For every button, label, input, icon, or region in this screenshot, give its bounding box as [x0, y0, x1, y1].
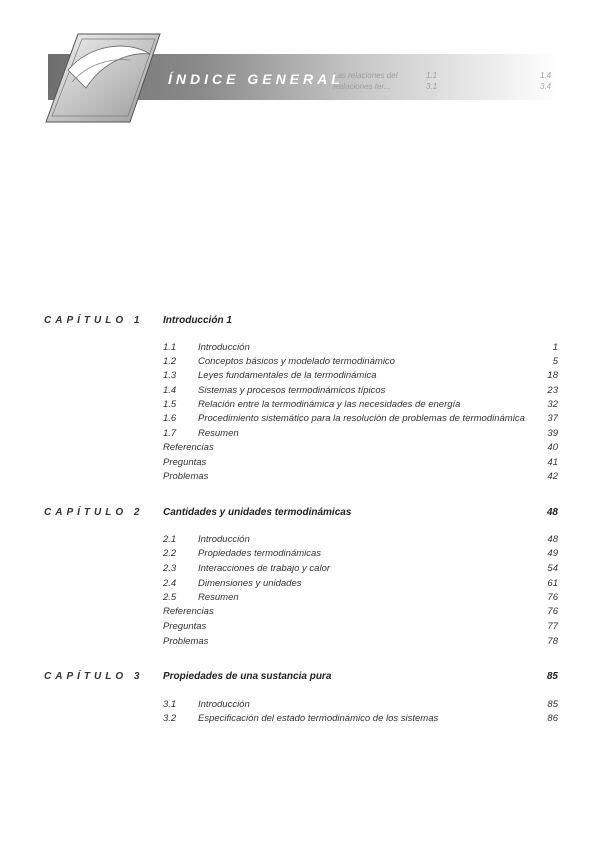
entry-title: Interacciones de trabajo y calor	[198, 563, 331, 574]
chapter-title: Introducción 1	[163, 315, 232, 326]
entry-number: 1.7	[163, 428, 177, 439]
toc-entry	[0, 356, 600, 370]
entry-number: 1.2	[163, 356, 177, 367]
entry-title: Resumen	[198, 428, 239, 439]
toc-entry	[0, 428, 600, 442]
entry-title: Conceptos básicos y modelado termodinámico	[198, 356, 395, 367]
entry-page: 54	[547, 563, 558, 574]
entry-page: 1	[552, 342, 558, 353]
entry-number: 3.2	[163, 713, 177, 724]
entry-title: Referencias	[163, 606, 214, 617]
entry-title: Introducción	[198, 342, 250, 353]
toc-entry	[0, 621, 600, 635]
entry-page: 5	[552, 356, 558, 367]
toc-entry	[0, 342, 600, 356]
toc-entry	[0, 606, 600, 620]
entry-page: 42	[547, 471, 558, 482]
entry-page: 48	[547, 534, 558, 545]
toc-entry	[0, 563, 600, 577]
entry-number: 1.3	[163, 370, 177, 381]
entry-page: 78	[547, 636, 558, 647]
toc-entry	[0, 636, 600, 650]
entry-title: Problemas	[163, 471, 209, 482]
toc-entry	[0, 713, 600, 727]
toc-entry	[0, 399, 600, 413]
entry-page: 18	[547, 370, 558, 381]
ghost-text: 1.4	[540, 71, 552, 80]
toc-entry	[0, 699, 600, 713]
entry-number: 1.4	[163, 385, 177, 396]
chapter-label: CAPÍTULO 1	[44, 315, 144, 326]
entry-number: 2.2	[163, 548, 177, 559]
entry-number: 2.1	[163, 534, 177, 545]
entry-page: 86	[547, 713, 558, 724]
chapter-label: CAPÍTULO 3	[44, 671, 144, 682]
chapter-title: Propiedades de una sustancia pura	[163, 671, 332, 682]
ghost-text: Relaciones ter...	[333, 82, 391, 91]
toc-entry	[0, 370, 600, 384]
entry-page: 23	[547, 385, 558, 396]
page-title: ÍNDICE GENERAL	[168, 71, 344, 87]
entry-page: 41	[547, 457, 558, 468]
entry-title: Introducción	[198, 534, 250, 545]
chapter-page: 85	[546, 671, 558, 682]
entry-page: 40	[547, 442, 558, 453]
entry-title: Dimensiones y unidades	[198, 578, 302, 589]
entry-number: 1.5	[163, 399, 177, 410]
entry-number: 2.4	[163, 578, 177, 589]
entry-page: 77	[547, 621, 558, 632]
entry-page: 76	[547, 606, 558, 617]
entry-page: 61	[547, 578, 558, 589]
entry-page: 49	[547, 548, 558, 559]
entry-title: Propiedades termodinámicas	[198, 548, 322, 559]
entry-title: Leyes fundamentales de la termodinámica	[198, 370, 377, 381]
toc-entry	[0, 457, 600, 471]
entry-title: Sistemas y procesos termodinámicos típicos	[198, 385, 386, 396]
entry-page: 39	[547, 428, 558, 439]
entry-title: Resumen	[198, 592, 239, 603]
entry-title: Referencias	[163, 442, 214, 453]
ghost-text: Las relaciones del	[333, 71, 398, 80]
toc-entry	[0, 534, 600, 548]
ghost-text: 3.1	[426, 82, 438, 91]
ghost-text: 3.4	[540, 82, 552, 91]
entry-number: 1.1	[163, 342, 177, 353]
entry-number: 3.1	[163, 699, 177, 710]
entry-number: 2.5	[163, 592, 177, 603]
ghost-text: 1.1	[426, 71, 438, 80]
toc-entry	[0, 592, 600, 606]
toc-entry	[0, 413, 600, 427]
entry-page: 32	[547, 399, 558, 410]
entry-title: Introducción	[198, 699, 250, 710]
chapter-title: Cantidades y unidades termodinámicas	[163, 507, 352, 518]
entry-title: Procedimiento sistemático para la resolución de problemas de termodinámica	[198, 413, 525, 424]
entry-title: Relación entre la termodinámica y las necesidades de energía	[198, 399, 461, 410]
entry-title: Problemas	[163, 636, 209, 647]
entry-title: Especificación del estado termodinámico de los sistemas	[198, 713, 439, 724]
toc-entry	[0, 548, 600, 562]
toc-entry	[0, 471, 600, 485]
entry-title: Preguntas	[163, 457, 207, 468]
entry-page: 37	[547, 413, 558, 424]
entry-title: Preguntas	[163, 621, 207, 632]
entry-number: 2.3	[163, 563, 177, 574]
entry-page: 76	[547, 592, 558, 603]
chapter-page: 48	[546, 507, 558, 518]
book-logo-icon	[38, 30, 168, 125]
chapter-label: CAPÍTULO 2	[44, 507, 144, 518]
entry-number: 1.6	[163, 413, 177, 424]
entry-page: 85	[547, 699, 558, 710]
toc-entry	[0, 385, 600, 399]
toc-entry	[0, 578, 600, 592]
toc-entry	[0, 442, 600, 456]
